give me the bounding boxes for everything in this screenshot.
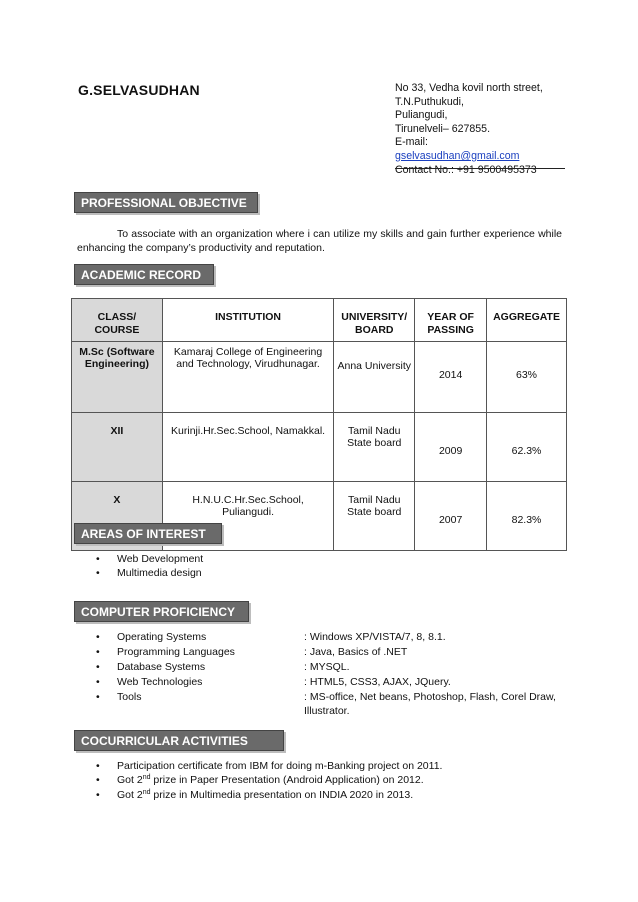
cell-aggregate: 82.3% bbox=[487, 482, 567, 551]
cell-institution: Kamaraj College of Engineering and Technology, Virudhunagar. bbox=[162, 342, 333, 413]
cell-institution: H.N.U.C.Hr.Sec.School, Puliangudi. bbox=[162, 482, 333, 551]
section-heading-cocurricular: COCURRICULAR ACTIVITIES bbox=[74, 730, 284, 751]
skill-category: Programming Languages bbox=[117, 646, 235, 658]
objective-body: To associate with an organization where i can utilize my skills and gain further experience while enhancing the company’s productivity and reputation. bbox=[77, 228, 562, 254]
cell-class: X bbox=[72, 482, 163, 551]
list-item bbox=[75, 630, 555, 645]
list-item bbox=[75, 788, 555, 802]
address-block bbox=[395, 82, 565, 177]
cell-board: Tamil Nadu State board bbox=[334, 413, 415, 482]
activity-text bbox=[117, 789, 413, 801]
cell-aggregate: 63% bbox=[487, 342, 567, 413]
ordinal-suffix: nd bbox=[142, 788, 151, 796]
header-board: UNIVERSITY/ BOARD bbox=[334, 299, 415, 342]
skill-category: Tools bbox=[117, 691, 142, 703]
bullet-icon: • bbox=[96, 788, 100, 801]
section-heading-academic: ACADEMIC RECORD bbox=[74, 264, 214, 285]
objective-text bbox=[77, 227, 562, 255]
list-item bbox=[75, 690, 555, 722]
bullet-icon: • bbox=[96, 553, 100, 565]
skill-category: Database Systems bbox=[117, 661, 206, 673]
activity-text: Participation certificate from IBM for doing m-Banking project on 2011. bbox=[117, 760, 443, 772]
activity-part: Got 2 bbox=[117, 774, 143, 787]
address-line: Tirunelveli– 627855. bbox=[395, 122, 491, 135]
skill-category: Operating Systems bbox=[117, 631, 207, 643]
address-line: T.N.Puthukudi, bbox=[395, 95, 464, 108]
header-institution: INSTITUTION bbox=[162, 299, 333, 342]
bullet-icon: • bbox=[96, 631, 100, 643]
bullet-icon: • bbox=[96, 691, 100, 703]
section-heading-objective: PROFESSIONAL OBJECTIVE bbox=[74, 192, 258, 213]
skill-category: Web Technologies bbox=[117, 676, 203, 688]
table-row bbox=[72, 413, 567, 482]
bullet-icon: • bbox=[96, 661, 100, 673]
bullet-icon: • bbox=[96, 646, 100, 658]
list-item bbox=[75, 645, 555, 660]
address-line: No 33, Vedha kovil north street, bbox=[395, 82, 543, 94]
cell-year: 2009 bbox=[415, 413, 487, 482]
ordinal-suffix: nd bbox=[142, 774, 151, 782]
header-divider bbox=[395, 168, 565, 169]
table-header-row bbox=[72, 299, 567, 342]
email-label: E-mail: bbox=[395, 136, 428, 149]
list-item bbox=[75, 759, 555, 773]
activity-part: Got 2 bbox=[117, 788, 143, 801]
cell-board: Tamil Nadu State board bbox=[334, 482, 415, 551]
cell-year: 2007 bbox=[415, 482, 487, 551]
list-item bbox=[75, 660, 555, 675]
section-heading-interests: AREAS OF INTEREST bbox=[74, 523, 222, 544]
list-item bbox=[75, 773, 555, 787]
section-heading-computer: COMPUTER PROFICIENCY bbox=[74, 601, 249, 622]
candidate-name: G.SELVASUDHAN bbox=[78, 82, 200, 98]
list-item bbox=[75, 675, 555, 690]
cell-board: Anna University bbox=[334, 342, 415, 413]
header-class: CLASS/ COURSE bbox=[72, 299, 163, 342]
cell-aggregate: 62.3% bbox=[487, 413, 567, 482]
computer-proficiency-list bbox=[75, 630, 555, 722]
academic-table bbox=[71, 298, 567, 551]
bullet-icon: • bbox=[96, 567, 100, 580]
cell-institution: Kurinji.Hr.Sec.School, Namakkal. bbox=[162, 413, 333, 482]
skill-value: : HTML5, CSS3, AJAX, JQuery. bbox=[304, 676, 451, 688]
cell-class: M.Sc (Software Engineering) bbox=[72, 342, 163, 413]
list-item bbox=[75, 566, 203, 580]
activity-text bbox=[117, 774, 424, 786]
header-aggregate: AGGREGATE bbox=[487, 299, 567, 342]
skill-value: : MYSQL. bbox=[304, 661, 350, 673]
email-link[interactable]: gselvasudhan@gmail.com bbox=[395, 149, 520, 162]
contact-number: Contact No.: +91 9500495373 bbox=[395, 163, 537, 176]
activities-list bbox=[75, 759, 555, 802]
bullet-icon: • bbox=[96, 676, 100, 688]
header-year: YEAR OF PASSING bbox=[415, 299, 487, 342]
skill-value: : Windows XP/VISTA/7, 8, 8.1. bbox=[304, 631, 446, 643]
list-item bbox=[75, 552, 203, 566]
address-line: Puliangudi, bbox=[395, 109, 448, 122]
interest-label: Multimedia design bbox=[117, 567, 202, 580]
activity-part: prize in Multimedia presentation on INDIA 2020 in 2013. bbox=[150, 788, 414, 801]
activity-part: prize in Paper Presentation (Android Application) on 2012. bbox=[150, 774, 424, 787]
cell-class: XII bbox=[72, 413, 163, 482]
interest-label: Web Development bbox=[117, 553, 204, 565]
bullet-icon: • bbox=[96, 760, 100, 772]
bullet-icon: • bbox=[96, 774, 100, 787]
cell-year: 2014 bbox=[415, 342, 487, 413]
skill-value: : MS-office, Net beans, Photoshop, Flash, Corel Draw, Illustrator. bbox=[304, 691, 556, 718]
table-row bbox=[72, 342, 567, 413]
interests-list bbox=[75, 552, 203, 581]
skill-value: : Java, Basics of .NET bbox=[304, 646, 408, 658]
